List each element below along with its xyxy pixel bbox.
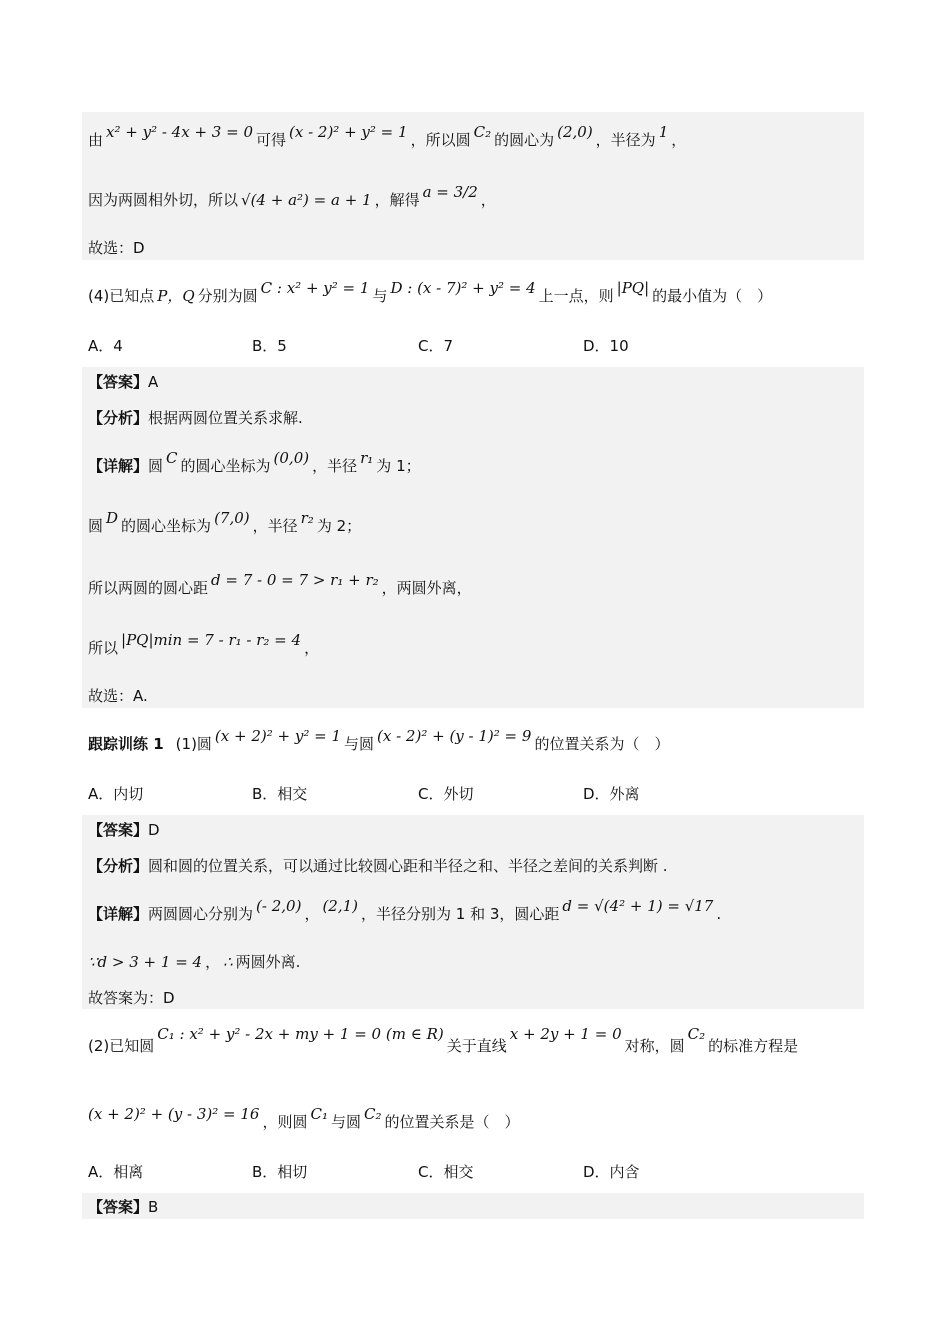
math: C xyxy=(166,449,178,467)
answer-line xyxy=(88,372,158,392)
text: (2)已知圆 xyxy=(88,1037,155,1055)
text: 的最小值为（ ） xyxy=(652,287,773,305)
option-d[interactable]: D．外离 xyxy=(583,785,640,803)
text: (4)已知点 xyxy=(88,287,155,305)
text: 所以 xyxy=(88,639,119,657)
math: |PQ| xyxy=(616,279,650,297)
text: ，半径分别为 1 和 3，圆心距 xyxy=(361,905,560,923)
option-b[interactable]: B．相切 xyxy=(252,1163,308,1181)
option-a[interactable]: A．相离 xyxy=(88,1163,144,1181)
math: 1 xyxy=(658,123,669,141)
text: (1)圆 xyxy=(175,735,212,753)
math: C : x² + y² = 1 xyxy=(260,279,370,297)
solution-line xyxy=(88,183,496,210)
text: 的圆心为 xyxy=(494,131,555,149)
text: 两圆外离. xyxy=(235,953,301,971)
training-1-question-1-stem xyxy=(88,727,670,754)
math: x + 2y + 1 = 0 xyxy=(509,1025,622,1043)
option-d[interactable]: D．内含 xyxy=(583,1163,640,1181)
math: r₂ xyxy=(300,509,314,527)
text: ，半径 xyxy=(312,457,358,475)
answer-tag: 【答案】 xyxy=(88,373,149,391)
text: 圆 xyxy=(148,457,164,475)
text: ， xyxy=(304,905,320,923)
math: a = 3/2 xyxy=(422,183,478,201)
option-c[interactable]: C．7 xyxy=(418,337,454,355)
question-4-stem xyxy=(88,279,773,306)
text: ，所以圆 xyxy=(410,131,471,149)
analysis-text: 根据两圆位置关系求解. xyxy=(148,409,303,427)
section-label: 跟踪训练 1 xyxy=(88,735,164,753)
option-b[interactable]: B．5 xyxy=(252,337,287,355)
math: D xyxy=(106,509,119,527)
text: . xyxy=(716,905,722,923)
option-b[interactable]: B．相交 xyxy=(252,785,308,803)
answer-line xyxy=(88,820,160,840)
text: ，两圆外离， xyxy=(381,579,472,597)
text: ，解得 xyxy=(374,191,420,209)
training-1-question-2-stem xyxy=(88,1025,799,1056)
math: |PQ|min = 7 - r₁ - r₂ = 4 xyxy=(121,631,302,649)
answer-tag: 【答案】 xyxy=(88,1198,149,1216)
analysis-text: 圆和圆的位置关系，可以通过比较圆心距和半径之和、半径之差间的关系判断 . xyxy=(148,857,668,875)
math: √(4 + a²) = a + 1 xyxy=(241,191,372,209)
option-c[interactable]: C．外切 xyxy=(418,785,474,803)
solution-line xyxy=(88,123,687,150)
detail-line xyxy=(88,952,300,972)
text: 与圆 xyxy=(330,1113,361,1131)
math: C₂ xyxy=(364,1105,382,1123)
text: ，则圆 xyxy=(262,1113,308,1131)
choice-line: 故选：D xyxy=(88,239,145,257)
detail-line xyxy=(88,631,320,658)
text: 为 1； xyxy=(376,457,421,475)
answer-tag: 【答案】 xyxy=(88,821,149,839)
math: (- 2,0) xyxy=(256,897,302,915)
text: 由 xyxy=(88,131,104,149)
text: 因为两圆相外切，所以 xyxy=(88,191,239,209)
option-d[interactable]: D．10 xyxy=(583,337,629,355)
detail-tag: 【详解】 xyxy=(88,905,149,923)
math: ∵d > 3 + 1 = 4 xyxy=(88,953,203,971)
math: (0,0) xyxy=(273,449,310,467)
answer-value: A xyxy=(148,373,159,391)
math: ∴ xyxy=(223,953,233,971)
text: 的位置关系是（ ） xyxy=(384,1113,520,1131)
math: r₁ xyxy=(360,449,374,467)
detail-line xyxy=(88,449,421,476)
answer-line xyxy=(88,1197,158,1217)
text: ， xyxy=(480,191,496,209)
math: d = 7 - 0 = 7 > r₁ + r₂ xyxy=(211,571,379,589)
math: (2,0) xyxy=(557,123,593,141)
math: d = √(4² + 1) = √17 xyxy=(562,897,714,915)
math: (x - 2)² + y² = 1 xyxy=(289,123,408,141)
text: ， xyxy=(671,131,687,149)
detail-line xyxy=(88,571,472,598)
choice-line: 故答案为：D xyxy=(88,989,175,1007)
analysis-line xyxy=(88,856,668,876)
text: 两圆圆心分别为 xyxy=(148,905,254,923)
text: ， xyxy=(304,639,320,657)
option-a[interactable]: A．4 xyxy=(88,337,123,355)
text: 为 2； xyxy=(316,517,362,535)
choice-line: 故选：A. xyxy=(88,687,148,705)
text: ，半径 xyxy=(252,517,298,535)
math: C₂ xyxy=(687,1025,706,1043)
math: (x - 2)² + (y - 1)² = 9 xyxy=(377,727,532,745)
math: (7,0) xyxy=(214,509,250,527)
math: x² + y² - 4x + 3 = 0 xyxy=(106,123,253,141)
solution-block-training-1-2 xyxy=(82,1193,864,1219)
text: 与 xyxy=(372,287,388,305)
text: 的圆心坐标为 xyxy=(180,457,271,475)
answer-value: D xyxy=(148,821,160,839)
math: (2,1) xyxy=(322,897,359,915)
math: C₁ xyxy=(310,1105,328,1123)
detail-tag: 【详解】 xyxy=(88,457,149,475)
math: (x + 2)² + y² = 1 xyxy=(214,727,341,745)
option-c[interactable]: C．相交 xyxy=(418,1163,474,1181)
answer-value: B xyxy=(148,1198,159,1216)
math: C₂ xyxy=(473,123,492,141)
analysis-line xyxy=(88,408,303,428)
text: 所以两圆的圆心距 xyxy=(88,579,209,597)
math: P，Q xyxy=(157,287,195,305)
text: 分别为圆 xyxy=(197,287,258,305)
detail-line xyxy=(88,897,722,924)
text: 的位置关系为（ ） xyxy=(534,735,670,753)
training-1-question-2-stem-cont xyxy=(88,1105,520,1132)
text: 的圆心坐标为 xyxy=(121,517,212,535)
text: 对称，圆 xyxy=(624,1037,685,1055)
text: 可得 xyxy=(255,131,286,149)
text: 与圆 xyxy=(344,735,375,753)
text: 圆 xyxy=(88,517,104,535)
option-a[interactable]: A．内切 xyxy=(88,785,144,803)
text: 的标准方程是 xyxy=(708,1037,799,1055)
analysis-tag: 【分析】 xyxy=(88,409,149,427)
text: ，半径为 xyxy=(595,131,656,149)
text: ， xyxy=(205,953,221,971)
math: D : (x - 7)² + y² = 4 xyxy=(390,279,536,297)
math: (x + 2)² + (y - 3)² = 16 xyxy=(88,1105,260,1123)
text: 上一点，则 xyxy=(538,287,614,305)
math: C₁ : x² + y² - 2x + my + 1 = 0 (m ∈ R) xyxy=(157,1025,444,1043)
analysis-tag: 【分析】 xyxy=(88,857,149,875)
text: 关于直线 xyxy=(446,1037,507,1055)
detail-line xyxy=(88,509,362,536)
